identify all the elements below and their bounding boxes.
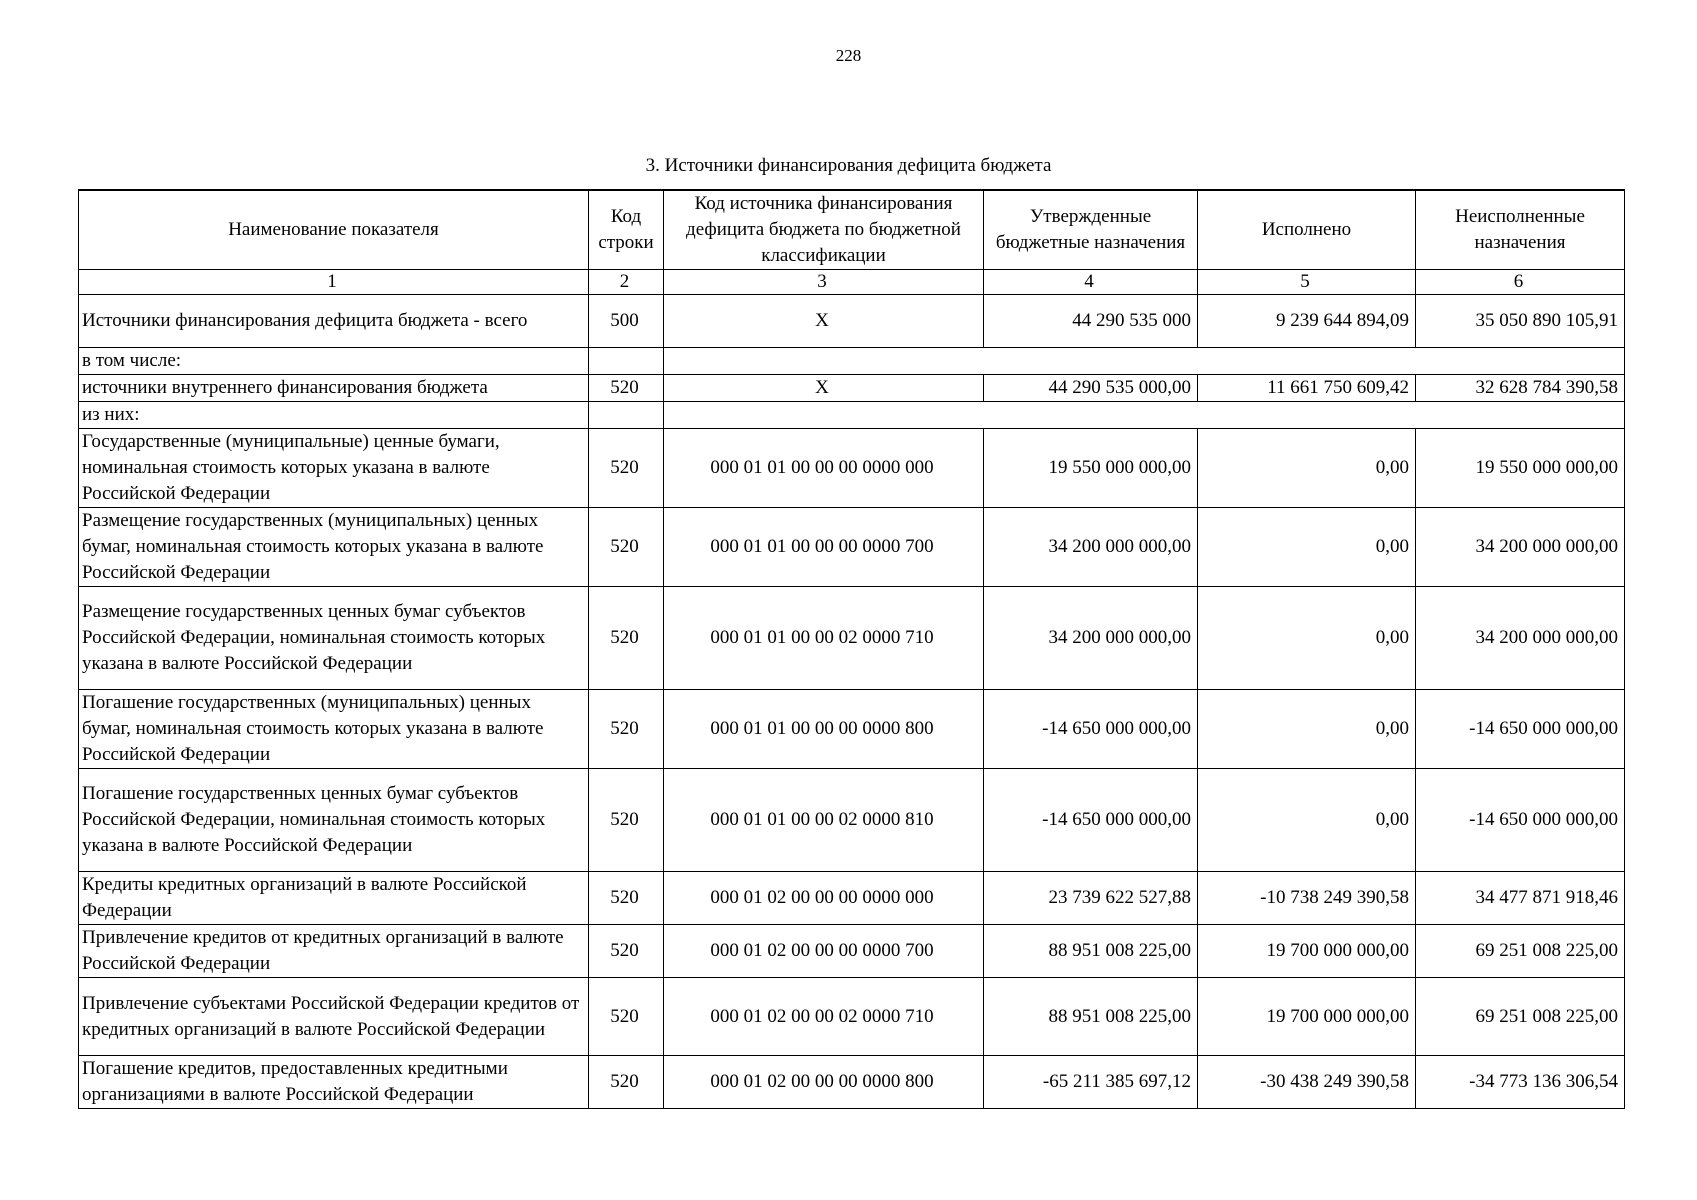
- financing-sources-table: [78, 189, 1625, 1109]
- row-approved: 34 200 000 000,00: [984, 587, 1198, 690]
- row-code: 500: [589, 295, 664, 348]
- row-name: Размещение государственных ценных бумаг субъектов Российской Федерации, номинальная стоимость которых указана в валюте Российской Федерации: [79, 587, 589, 690]
- row-approved: -14 650 000 000,00: [984, 769, 1198, 872]
- row-executed: 9 239 644 894,09: [1198, 295, 1416, 348]
- row-executed: 0,00: [1198, 769, 1416, 872]
- row-source-code: 000 01 01 00 00 00 0000 700: [664, 508, 984, 587]
- row-name: Источники финансирования дефицита бюджета - всего: [79, 295, 589, 348]
- row-unexecuted: 34 200 000 000,00: [1416, 508, 1625, 587]
- row-source-code: 000 01 01 00 00 02 0000 810: [664, 769, 984, 872]
- row-unexecuted: -34 773 136 306,54: [1416, 1056, 1625, 1109]
- row-source-code: 000 01 02 00 00 00 0000 000: [664, 872, 984, 925]
- row-executed: 0,00: [1198, 429, 1416, 508]
- row-empty-span: [664, 402, 1625, 429]
- header-executed: Исполнено: [1198, 190, 1416, 270]
- row-executed: 0,00: [1198, 690, 1416, 769]
- row-name: Кредиты кредитных организаций в валюте Российской Федерации: [79, 872, 589, 925]
- row-code: 520: [589, 1056, 664, 1109]
- row-executed: 0,00: [1198, 508, 1416, 587]
- row-approved: 88 951 008 225,00: [984, 925, 1198, 978]
- header-unexecuted: Неисполненные назначения: [1416, 190, 1625, 270]
- table-title: 3. Источники финансирования дефицита бюджета: [645, 155, 1052, 176]
- row-executed: 19 700 000 000,00: [1198, 925, 1416, 978]
- row-code: 520: [589, 978, 664, 1056]
- row-code: 520: [589, 429, 664, 508]
- row-approved: 44 290 535 000: [984, 295, 1198, 348]
- row-unexecuted: 35 050 890 105,91: [1416, 295, 1625, 348]
- column-number: 4: [984, 270, 1198, 295]
- row-unexecuted: 34 200 000 000,00: [1416, 587, 1625, 690]
- table-row: [79, 375, 1625, 402]
- row-code: 520: [589, 690, 664, 769]
- column-number: 6: [1416, 270, 1625, 295]
- row-code: [589, 348, 664, 375]
- row-name: источники внутреннего финансирования бюджета: [79, 375, 589, 402]
- row-code: 520: [589, 508, 664, 587]
- row-name: Привлечение субъектами Российской Федерации кредитов от кредитных организаций в валюте Российской Федерации: [79, 978, 589, 1056]
- row-code: 520: [589, 872, 664, 925]
- table-row: [79, 769, 1625, 872]
- row-executed: 0,00: [1198, 587, 1416, 690]
- row-name: Погашение государственных (муниципальных) ценных бумаг, номинальная стоимость которых указана в валюте Российской Федерации: [79, 690, 589, 769]
- row-approved: -14 650 000 000,00: [984, 690, 1198, 769]
- table-row: [79, 1056, 1625, 1109]
- header-line-code: Код строки: [589, 190, 664, 270]
- row-code: 520: [589, 769, 664, 872]
- table-row: [79, 587, 1625, 690]
- table-row: [79, 295, 1625, 348]
- row-source-code: X: [664, 375, 984, 402]
- row-source-code: 000 01 02 00 00 00 0000 800: [664, 1056, 984, 1109]
- row-executed: 11 661 750 609,42: [1198, 375, 1416, 402]
- row-source-code: 000 01 01 00 00 00 0000 000: [664, 429, 984, 508]
- row-approved: 34 200 000 000,00: [984, 508, 1198, 587]
- row-empty-span: [664, 348, 1625, 375]
- row-source-code: X: [664, 295, 984, 348]
- row-name: Государственные (муниципальные) ценные бумаги, номинальная стоимость которых указана в валюте Российской Федерации: [79, 429, 589, 508]
- table-row: [79, 872, 1625, 925]
- row-executed: -10 738 249 390,58: [1198, 872, 1416, 925]
- column-number: 1: [79, 270, 589, 295]
- row-unexecuted: 34 477 871 918,46: [1416, 872, 1625, 925]
- row-unexecuted: 69 251 008 225,00: [1416, 925, 1625, 978]
- row-code: [589, 402, 664, 429]
- header-indicator-name: Наименование показателя: [79, 190, 589, 270]
- header-row: [79, 190, 1625, 270]
- table-row: [79, 690, 1625, 769]
- row-unexecuted: 19 550 000 000,00: [1416, 429, 1625, 508]
- row-unexecuted: -14 650 000 000,00: [1416, 769, 1625, 872]
- table-row: [79, 978, 1625, 1056]
- row-executed: -30 438 249 390,58: [1198, 1056, 1416, 1109]
- row-name: из них:: [79, 402, 589, 429]
- row-unexecuted: -14 650 000 000,00: [1416, 690, 1625, 769]
- table-row: [79, 348, 1625, 375]
- row-source-code: 000 01 01 00 00 00 0000 800: [664, 690, 984, 769]
- column-number: 2: [589, 270, 664, 295]
- table-row: [79, 402, 1625, 429]
- column-number: 3: [664, 270, 984, 295]
- row-approved: 88 951 008 225,00: [984, 978, 1198, 1056]
- row-source-code: 000 01 02 00 00 02 0000 710: [664, 978, 984, 1056]
- column-number-row: [79, 270, 1625, 295]
- row-code: 520: [589, 925, 664, 978]
- row-name: Привлечение кредитов от кредитных организаций в валюте Российской Федерации: [79, 925, 589, 978]
- row-unexecuted: 32 628 784 390,58: [1416, 375, 1625, 402]
- table-row: [79, 429, 1625, 508]
- column-number: 5: [1198, 270, 1416, 295]
- row-code: 520: [589, 587, 664, 690]
- row-name: Погашение государственных ценных бумаг субъектов Российской Федерации, номинальная стоимость которых указана в валюте Российской Федерации: [79, 769, 589, 872]
- table-row: [79, 508, 1625, 587]
- row-approved: 44 290 535 000,00: [984, 375, 1198, 402]
- row-approved: -65 211 385 697,12: [984, 1056, 1198, 1109]
- row-approved: 19 550 000 000,00: [984, 429, 1198, 508]
- row-unexecuted: 69 251 008 225,00: [1416, 978, 1625, 1056]
- header-approved: Утвержденные бюджетные назначения: [984, 190, 1198, 270]
- row-approved: 23 739 622 527,88: [984, 872, 1198, 925]
- page-number: 228: [835, 46, 862, 65]
- row-name: Погашение кредитов, предоставленных кредитными организациями в валюте Российской Федерации: [79, 1056, 589, 1109]
- row-executed: 19 700 000 000,00: [1198, 978, 1416, 1056]
- row-name: Размещение государственных (муниципальных) ценных бумаг, номинальная стоимость которых указана в валюте Российской Федерации: [79, 508, 589, 587]
- row-code: 520: [589, 375, 664, 402]
- row-source-code: 000 01 02 00 00 00 0000 700: [664, 925, 984, 978]
- row-source-code: 000 01 01 00 00 02 0000 710: [664, 587, 984, 690]
- row-name: в том числе:: [79, 348, 589, 375]
- header-source-code: Код источника финансирования дефицита бюджета по бюджетной классификации: [664, 190, 984, 270]
- table-row: [79, 925, 1625, 978]
